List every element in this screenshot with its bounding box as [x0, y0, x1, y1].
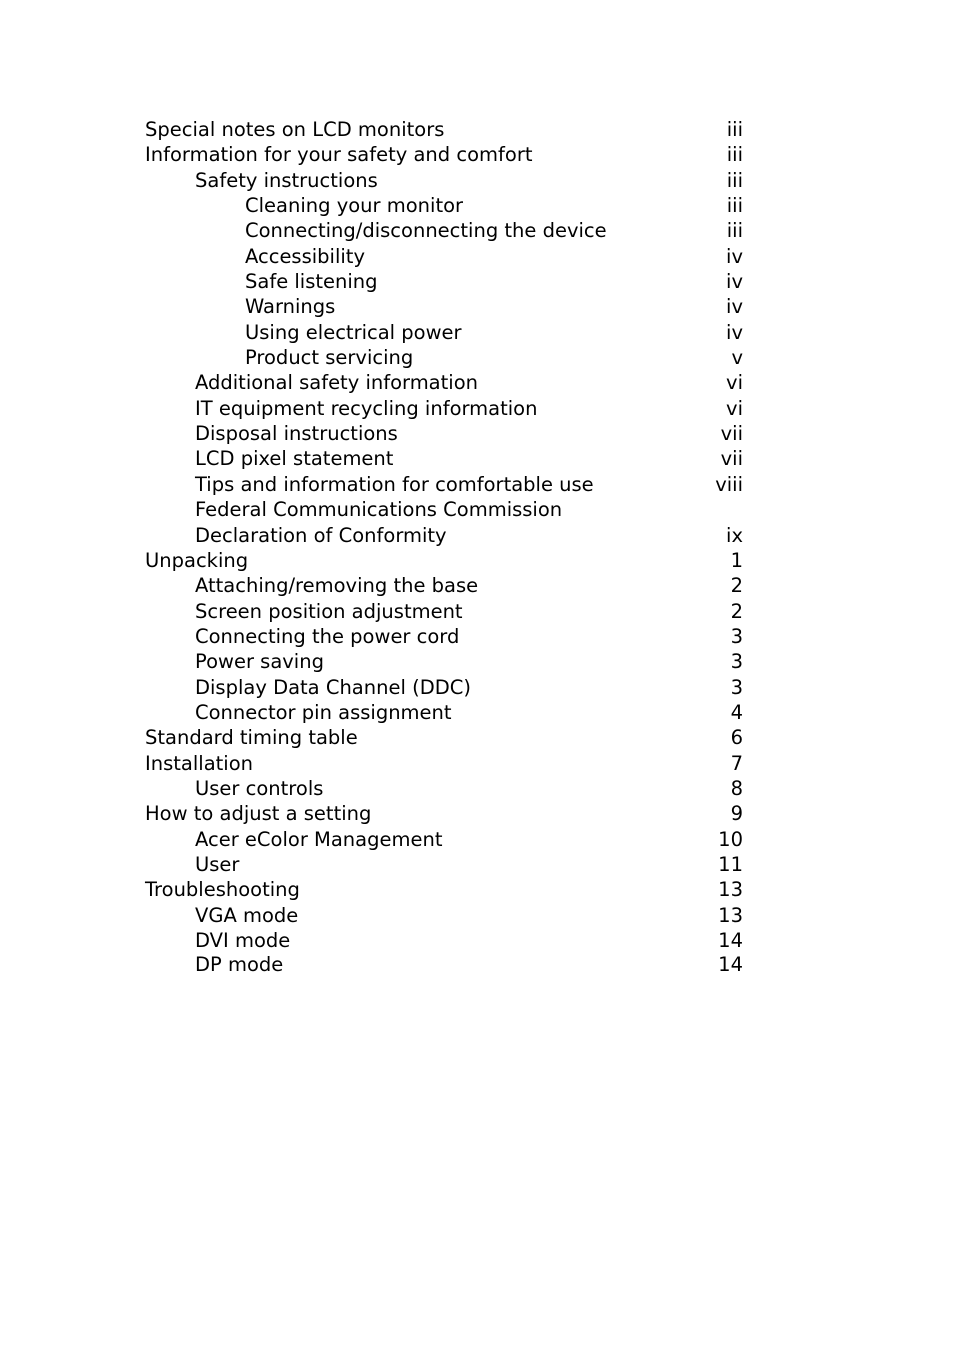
toc-entry-title: Safe listening — [245, 270, 378, 294]
toc-entry-page-number: iii — [726, 194, 743, 218]
toc-entry-page-number: 8 — [730, 776, 743, 800]
toc-entry[interactable] — [145, 117, 743, 142]
toc-entry[interactable] — [145, 953, 743, 976]
toc-entry[interactable] — [145, 345, 743, 370]
toc-entry-title: Standard timing table — [145, 726, 358, 750]
toc-entry[interactable] — [145, 725, 743, 750]
toc-entry-title: Display Data Channel (DDC) — [195, 675, 471, 699]
toc-entry[interactable] — [145, 472, 743, 497]
toc-entry[interactable] — [145, 573, 743, 598]
toc-entry-title: Warnings — [245, 295, 336, 319]
toc-entry-title: Unpacking — [145, 548, 249, 572]
toc-entry[interactable] — [145, 421, 743, 446]
toc-entry-title: VGA mode — [195, 903, 299, 927]
toc-entry-page-number: vi — [726, 396, 743, 420]
toc-entry-title: Special notes on LCD monitors — [145, 118, 445, 141]
toc-entry[interactable] — [145, 523, 743, 548]
toc-entry-page-number: 7 — [730, 751, 743, 775]
toc-entry[interactable] — [145, 751, 743, 776]
toc-entry[interactable] — [145, 877, 743, 902]
toc-entry-title: How to adjust a setting — [145, 802, 372, 826]
toc-entry-page-number: v — [731, 346, 743, 370]
toc-entry[interactable] — [145, 700, 743, 725]
toc-entry[interactable] — [145, 370, 743, 395]
toc-entry-title: Federal Communications Commission — [195, 498, 563, 522]
toc-entry-title: DP mode — [195, 953, 284, 977]
toc-entry[interactable] — [145, 649, 743, 674]
toc-entry-title: LCD pixel statement — [195, 447, 394, 471]
toc-entry[interactable] — [145, 624, 743, 649]
toc-entry-title: DVI mode — [195, 929, 291, 952]
toc-entry-title: Product servicing — [245, 346, 414, 370]
toc-entry-page-number: 2 — [730, 599, 743, 623]
toc-entry[interactable] — [145, 548, 743, 573]
toc-entry-title: Using electrical power — [245, 320, 462, 344]
toc-entry[interactable] — [145, 168, 743, 193]
toc-entry-title: Disposal instructions — [195, 422, 398, 446]
toc-entry-title: Connecting/disconnecting the device — [245, 219, 607, 243]
toc-entry[interactable] — [145, 599, 743, 624]
toc-entry-page-number: 3 — [730, 675, 743, 699]
toc-entry-title: Additional safety information — [195, 371, 478, 395]
toc-entry-title: Power saving — [195, 650, 324, 674]
toc-entry-title: Troubleshooting — [145, 878, 300, 902]
toc-entry-title: User controls — [195, 776, 324, 800]
toc-entry-title: Tips and information for comfortable use — [195, 472, 594, 496]
toc-entry[interactable] — [145, 903, 743, 928]
toc-entry[interactable] — [145, 218, 743, 243]
toc-entry-page-number: 14 — [718, 929, 743, 952]
toc-entry[interactable] — [145, 396, 743, 421]
toc-entry-title: Acer eColor Management — [195, 827, 443, 851]
toc-entry[interactable] — [145, 801, 743, 826]
table-of-contents — [145, 117, 743, 976]
toc-entry-page-number: 4 — [730, 700, 743, 724]
toc-entry-title: Screen position adjustment — [195, 599, 463, 623]
toc-entry[interactable] — [145, 320, 743, 345]
toc-entry[interactable] — [145, 269, 743, 294]
toc-entry[interactable] — [145, 675, 743, 700]
toc-entry-title: User — [195, 852, 240, 876]
toc-entry-page-number: 13 — [718, 878, 743, 902]
toc-entry-page-number: ix — [726, 523, 743, 547]
toc-entry-page-number: viii — [715, 472, 743, 496]
toc-entry-page-number: 2 — [730, 574, 743, 598]
toc-entry[interactable] — [145, 294, 743, 319]
toc-entry-page-number: 1 — [730, 548, 743, 572]
toc-entry-page-number: 14 — [718, 953, 743, 977]
toc-entry[interactable] — [145, 827, 743, 852]
toc-entry-page-number: iv — [726, 295, 743, 319]
toc-entry-page-number: 3 — [730, 624, 743, 648]
toc-entry-title: Accessibility — [245, 244, 365, 268]
toc-entry-page-number: iii — [726, 168, 743, 192]
toc-entry-title: Attaching/removing the base — [195, 574, 479, 598]
toc-entry-page-number: vii — [720, 422, 743, 446]
toc-entry-title: Information for your safety and comfort — [145, 143, 533, 167]
toc-entry-page-number: iv — [726, 244, 743, 268]
toc-entry-title: Connector pin assignment — [195, 700, 452, 724]
toc-entry-title: Safety instructions — [195, 168, 378, 192]
toc-entry-page-number: vii — [720, 447, 743, 471]
toc-entry-page-number: iv — [726, 320, 743, 344]
toc-entry-title: Connecting the power cord — [195, 624, 460, 648]
toc-entry[interactable] — [145, 244, 743, 269]
toc-entry-page-number: 13 — [718, 903, 743, 927]
toc-entry-page-number: iii — [726, 219, 743, 243]
toc-entry[interactable] — [145, 193, 743, 218]
toc-entry-page-number: 10 — [718, 827, 743, 851]
toc-entry[interactable] — [145, 446, 743, 471]
toc-entry-page-number: iv — [726, 270, 743, 294]
toc-entry-title: Declaration of Conformity — [195, 523, 447, 547]
toc-entry[interactable] — [145, 142, 743, 167]
toc-entry-page-number: vi — [726, 371, 743, 395]
toc-entry-page-number: iii — [726, 118, 743, 141]
toc-entry-page-number: 9 — [730, 802, 743, 826]
toc-entry-page-number: iii — [726, 143, 743, 167]
toc-entry[interactable] — [145, 928, 743, 953]
toc-entry-page-number: 11 — [718, 852, 743, 876]
toc-entry[interactable] — [145, 852, 743, 877]
toc-entry-title: Installation — [145, 751, 254, 775]
toc-entry[interactable] — [145, 776, 743, 801]
toc-entry[interactable] — [145, 497, 743, 522]
toc-entry-page-number: 6 — [730, 726, 743, 750]
toc-entry-title: Cleaning your monitor — [245, 194, 464, 218]
toc-entry-page-number: 3 — [730, 650, 743, 674]
toc-entry-title: IT equipment recycling information — [195, 396, 538, 420]
